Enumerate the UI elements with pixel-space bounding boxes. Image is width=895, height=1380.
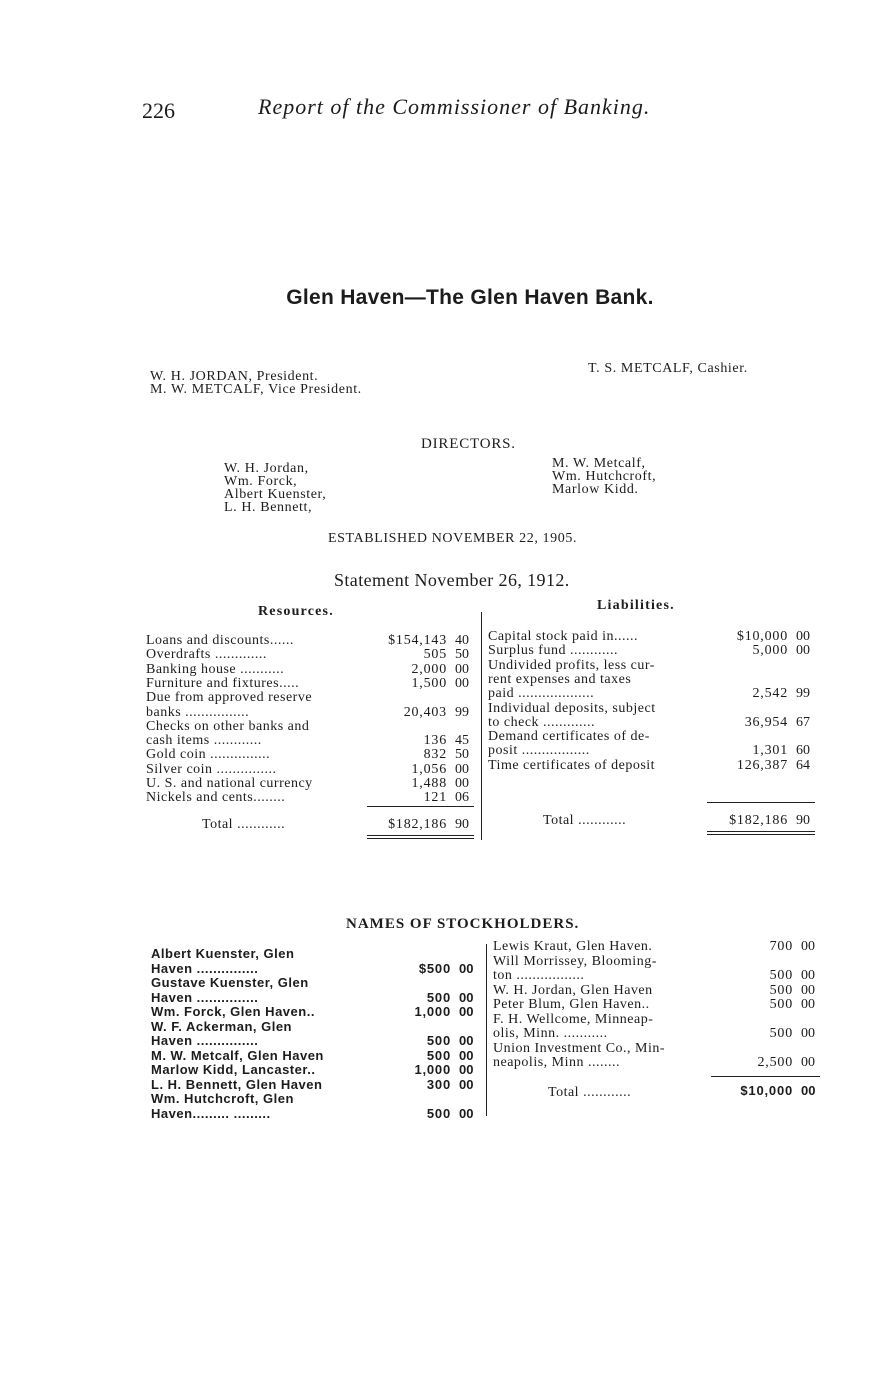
- entry-label: Haven......... .........: [151, 1105, 271, 1121]
- statement-title: Statement November 26, 1912.: [334, 570, 570, 590]
- entry-cents: 99: [455, 704, 469, 720]
- entry-cents: 00: [455, 675, 469, 691]
- liabilities-heading: Liabilities.: [597, 598, 675, 613]
- total-label: Total ............: [548, 1085, 632, 1100]
- entry-label: posit .................: [488, 743, 590, 759]
- total-cents: 00: [801, 1083, 816, 1098]
- stockholders-heading: NAMES OF STOCKHOLDERS.: [346, 916, 580, 932]
- entry-dollars: 121: [423, 790, 447, 806]
- entry-label: ton .................: [493, 968, 585, 983]
- entry-dollars: 500: [426, 1105, 451, 1121]
- entry-label: Furniture and fixtures.....: [146, 675, 300, 691]
- total-cents: 90: [796, 813, 810, 828]
- director: L. H. Bennett,: [224, 500, 313, 515]
- total-rule: [367, 806, 474, 807]
- entry-label: Demand certificates of de-: [488, 729, 650, 745]
- officers-block: [150, 370, 362, 396]
- entry-dollars: 500: [769, 968, 793, 983]
- bank-title: Glen Haven—The Glen Haven Bank.: [286, 286, 654, 309]
- total-label: Total ............: [543, 813, 627, 828]
- entry-cents: 50: [455, 747, 469, 763]
- entry-label: Wm. Hutchcroft, Glen: [151, 1091, 294, 1106]
- entry-label: Due from approved reserve: [146, 690, 313, 706]
- entry-label: Lewis Kraut, Glen Haven.: [493, 939, 653, 954]
- entry-label: Overdrafts .............: [146, 647, 267, 663]
- entry-dollars: 136: [423, 733, 447, 749]
- director: Wm. Forck,: [224, 474, 298, 489]
- entry-label: Undivided profits, less cur-: [488, 657, 655, 673]
- entry-cents: 00: [796, 629, 810, 644]
- entry-dollars: 2,000: [411, 661, 447, 677]
- entry-dollars: $10,000: [736, 629, 788, 644]
- entry-cents: 50: [455, 647, 469, 663]
- entry-dollars: 2,500: [757, 1055, 793, 1070]
- entry-dollars: $154,143: [388, 633, 447, 648]
- entry-label: Capital stock paid in......: [488, 629, 638, 644]
- entry-dollars: 1,301: [752, 743, 788, 759]
- entry-label: Haven ...............: [151, 989, 259, 1005]
- entry-dollars: 505: [423, 647, 447, 663]
- entry-dollars: 5,000: [752, 643, 788, 659]
- directors-left: [224, 462, 326, 514]
- entry-label: neapolis, Minn ........: [493, 1055, 620, 1070]
- entry-cents: 00: [801, 982, 815, 998]
- entry-dollars: 500: [769, 997, 793, 1012]
- entry-cents: 60: [796, 743, 810, 759]
- statement-divider: [481, 612, 482, 840]
- entry-label: Time certificates of deposit: [488, 757, 656, 773]
- entry-label: W. H. Jordan, Glen Haven: [493, 982, 653, 998]
- total-dollars: $10,000: [740, 1083, 793, 1098]
- total-rule: [711, 1076, 820, 1077]
- cashier: T. S. METCALF, Cashier.: [588, 361, 748, 376]
- entry-label: Albert Kuenster, Glen: [151, 946, 295, 961]
- entry-label: Union Investment Co., Min-: [493, 1040, 666, 1056]
- director: Wm. Hutchcroft,: [552, 469, 657, 484]
- entry-dollars: 36,954: [744, 714, 788, 730]
- entry-cents: 64: [796, 757, 810, 773]
- entry-cents: 00: [459, 1076, 474, 1092]
- entry-dollars: 500: [769, 1026, 793, 1041]
- entry-cents: 67: [796, 714, 810, 730]
- entry-label: U. S. and national currency: [146, 776, 313, 791]
- director: Albert Kuenster,: [224, 487, 327, 502]
- entry-dollars: 1,488: [411, 776, 447, 791]
- total-dollars: $182,186: [729, 813, 788, 828]
- entry-dollars: 1,056: [411, 761, 447, 777]
- established-date: ESTABLISHED NOVEMBER 22, 1905.: [328, 531, 578, 546]
- total-rule: [707, 802, 815, 803]
- total-label: Total ............: [202, 817, 286, 832]
- entry-dollars: 832: [423, 747, 447, 763]
- entry-label: L. H. Bennett, Glen Haven: [151, 1076, 323, 1092]
- entry-label: M. W. Metcalf, Glen Haven: [151, 1047, 324, 1063]
- entry-dollars: 500: [426, 1033, 451, 1048]
- entry-dollars: 700: [769, 939, 793, 954]
- entry-dollars: $500: [418, 960, 451, 976]
- entry-cents: 45: [455, 733, 469, 749]
- entry-label: Surplus fund ............: [488, 643, 618, 659]
- entry-label: Banking house ...........: [146, 661, 285, 677]
- entry-label: Haven ...............: [151, 960, 259, 976]
- entry-label: Marlow Kidd, Lancaster..: [151, 1062, 316, 1077]
- entry-label: to check .............: [488, 714, 596, 730]
- vice-president: M. W. METCALF, Vice President.: [150, 382, 362, 397]
- entry-cents: 40: [455, 633, 469, 648]
- entry-label: Checks on other banks and: [146, 718, 310, 734]
- running-title: Report of the Commissioner of Banking.: [258, 94, 651, 119]
- entry-cents: 00: [459, 1004, 474, 1019]
- entry-cents: 06: [455, 790, 469, 806]
- entry-label: Will Morrissey, Blooming-: [493, 953, 657, 969]
- directors-heading: DIRECTORS.: [421, 436, 516, 452]
- entry-dollars: 1,500: [411, 675, 447, 691]
- director: W. H. Jordan,: [224, 461, 309, 476]
- entry-cents: 00: [801, 968, 815, 983]
- page-number: 226: [142, 98, 175, 123]
- entry-cents: 00: [796, 643, 810, 659]
- entry-dollars: 126,387: [736, 757, 788, 773]
- directors-right: [552, 457, 656, 496]
- entry-label: cash items ............: [146, 733, 262, 749]
- entry-label: banks ................: [146, 704, 250, 720]
- entry-label: olis, Minn. ...........: [493, 1026, 608, 1041]
- entry-cents: 00: [459, 1105, 474, 1121]
- president: W. H. JORDAN, President.: [150, 369, 319, 384]
- entry-dollars: 500: [426, 989, 451, 1005]
- entry-label: F. H. Wellcome, Minneap-: [493, 1011, 654, 1027]
- entry-cents: 00: [455, 776, 469, 791]
- entry-cents: 00: [801, 1026, 815, 1041]
- entry-dollars: 1,000: [414, 1062, 451, 1077]
- total-dollars: $182,186: [388, 817, 447, 832]
- double-rule: [367, 835, 474, 839]
- entry-cents: 00: [455, 761, 469, 777]
- entry-cents: 00: [801, 1055, 815, 1070]
- entry-cents: 99: [796, 686, 810, 702]
- entry-cents: 00: [459, 1033, 474, 1048]
- entry-label: Individual deposits, subject: [488, 700, 656, 716]
- entry-cents: 00: [459, 1047, 474, 1063]
- double-rule: [707, 831, 815, 835]
- entry-label: Haven ...............: [151, 1033, 259, 1048]
- entry-dollars: 1,000: [414, 1004, 451, 1019]
- entry-label: Gold coin ...............: [146, 747, 271, 763]
- entry-cents: 00: [459, 960, 474, 976]
- entry-dollars: 300: [426, 1076, 451, 1092]
- entry-label: Loans and discounts......: [146, 633, 294, 648]
- entry-label: Nickels and cents........: [146, 790, 286, 806]
- entry-label: Wm. Forck, Glen Haven..: [151, 1004, 315, 1019]
- entry-cents: 00: [801, 997, 815, 1012]
- director: Marlow Kidd.: [552, 482, 639, 497]
- entry-cents: 00: [801, 939, 815, 954]
- entry-label: Silver coin ...............: [146, 761, 277, 777]
- total-cents: 90: [455, 817, 469, 832]
- entry-dollars: 500: [769, 982, 793, 998]
- entry-dollars: 2,542: [752, 686, 788, 702]
- entry-label: Gustave Kuenster, Glen: [151, 975, 309, 990]
- director: M. W. Metcalf,: [552, 456, 646, 471]
- entry-label: paid ...................: [488, 686, 595, 702]
- entry-cents: 00: [459, 989, 474, 1005]
- entry-dollars: 500: [426, 1047, 451, 1063]
- entry-cents: 00: [459, 1062, 474, 1077]
- resources-heading: Resources.: [258, 604, 334, 619]
- entry-cents: 00: [455, 661, 469, 677]
- entry-label: rent expenses and taxes: [488, 671, 632, 687]
- entry-label: W. F. Ackerman, Glen: [151, 1018, 293, 1034]
- entry-label: Peter Blum, Glen Haven..: [493, 997, 650, 1012]
- stockholders-divider: [486, 944, 487, 1116]
- entry-dollars: 20,403: [403, 704, 447, 720]
